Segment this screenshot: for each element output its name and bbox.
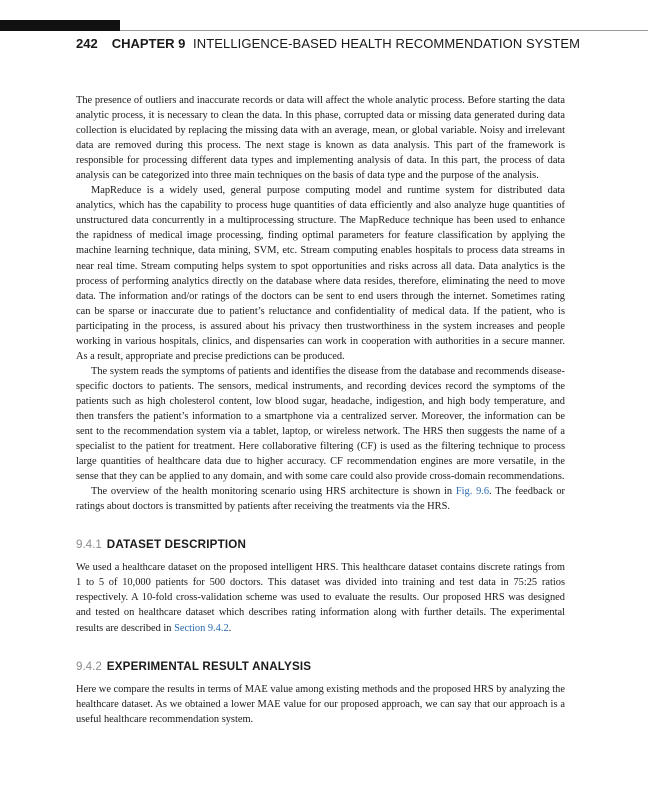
paragraph-4 [76, 484, 565, 514]
section-number: 9.4.2 [76, 659, 102, 673]
dataset-paragraph [76, 560, 565, 635]
header-black-bar [0, 20, 120, 31]
section-title: DATASET DESCRIPTION [106, 538, 247, 552]
results-paragraph: Here we compare the results in terms of MAE value among existing methods and the proposed HRS by analyzing the healthcare dataset. As we obtained a lower MAE value for our proposed approach, we can say that our approach is a useful healthcare recommendation system. [76, 683, 565, 725]
chapter-title: INTELLIGENCE-BASED HEALTH RECOMMENDATION SYSTEM [193, 36, 581, 51]
running-head [76, 36, 580, 51]
dataset-text-a: We used a healthcare dataset on the proposed intelligent HRS. This healthcare dataset contains discrete ratings from 1 to 5 of 10,000 patients for 500 doctors. This dataset was divided into training and test data in 75:25 ratios respectively. A 10-fold cross-validation scheme was used to evaluate the results. Our proposed HRS was designed and tested on healthcare dataset which describes rating information along with further details. The experimental results are described in [76, 562, 565, 634]
section-heading-dataset [76, 538, 565, 552]
section-heading-results [76, 660, 565, 674]
section-link[interactable]: Section 9.4.2 [174, 622, 229, 634]
paragraph-4-text-a: The overview of the health monitoring scenario using HRS architecture is shown in [91, 486, 456, 498]
paragraph-3: The system reads the symptoms of patients and identifies the disease from the database and recommends disease-specific doctors to patients. The sensors, medical instruments, and recording devices record the symptoms of the patients such as high cholesterol content, low blood sugar, headache, indigestion, and high body temperature, and then transfers the patient’s information to a smartphone via a centralized server. Moreover, the information can be sent to the recommendation system via a tablet, laptop, or wireless network. The HRS then suggests the name of a specialist to the patient for treatment. Here collaborative filtering (CF) is used as the filtering technique to process large quantities of healthcare data due to higher accuracy. CF recommendation engines are more versatile, in the sense that they can be applied to any domain, and with some care could also provide cross-domain recommendations. [76, 365, 565, 483]
figure-link[interactable]: Fig. 9.6 [455, 486, 490, 498]
section-title: EXPERIMENTAL RESULT ANALYSIS [106, 659, 312, 673]
chapter-label: CHAPTER 9 [111, 36, 186, 51]
page-number: 242 [76, 36, 98, 51]
page-body [76, 93, 565, 727]
paragraph-1: The presence of outliers and inaccurate records or data will affect the whole analytic process. Before starting the data analytic process, it is necessary to clean the data. In this phase, corrupted data or missing data generated during data collection is elucidated by replacing the missing data with an average, mean, or global variable. Noisy and irrelevant data are removed during this process. The next stage is known as data analysis. This part of the framework is responsible for processing different data types and implementing analysis of data. In this part, the process of data analysis can be categorized into three main techniques on the basis of data type and the purpose of the analysis. [76, 95, 565, 182]
paragraph-4-text-b: . The feedback or ratings about doctors is transmitted by patients after receiving the treatments via the HRS. [76, 486, 565, 513]
header-rule [120, 30, 648, 31]
dataset-text-b: . [228, 622, 232, 634]
section-number: 9.4.1 [76, 538, 102, 552]
paragraph-2: MapReduce is a widely used, general purpose computing model and runtime system for distributed data analytics, which has the capability to process huge quantities of data efficiently and also analyze huge quantities of unstructured data concurrently in a multiprocessing structure. The MapReduce technique has been used to enhance the rapidness of medical image processing, finding optimal parameters for feature classification by applying the machine learning technique, data mining, SVM, etc. Stream computing enables hospitals to process data streams in near real time. Stream computing helps system to spot opportunities and risks across all data. Data analytics is the process of performing analytics directly on the database where data resides, therefore, eliminating the need to move data. The information and/or ratings of the doctors can be sent to end users through the internet. Sometimes rating can be sparse or inaccurate due to patient’s reluctance and confidentiality of medical data. If the patient, who is participating in the process, is assured about his privacy then trustworthiness in the system increases and people working in various hospitals, clinics, and dispensaries can work in cooperation with authorities in a secure manner. As a result, appropriate and precise predictions can be produced. [76, 185, 565, 362]
